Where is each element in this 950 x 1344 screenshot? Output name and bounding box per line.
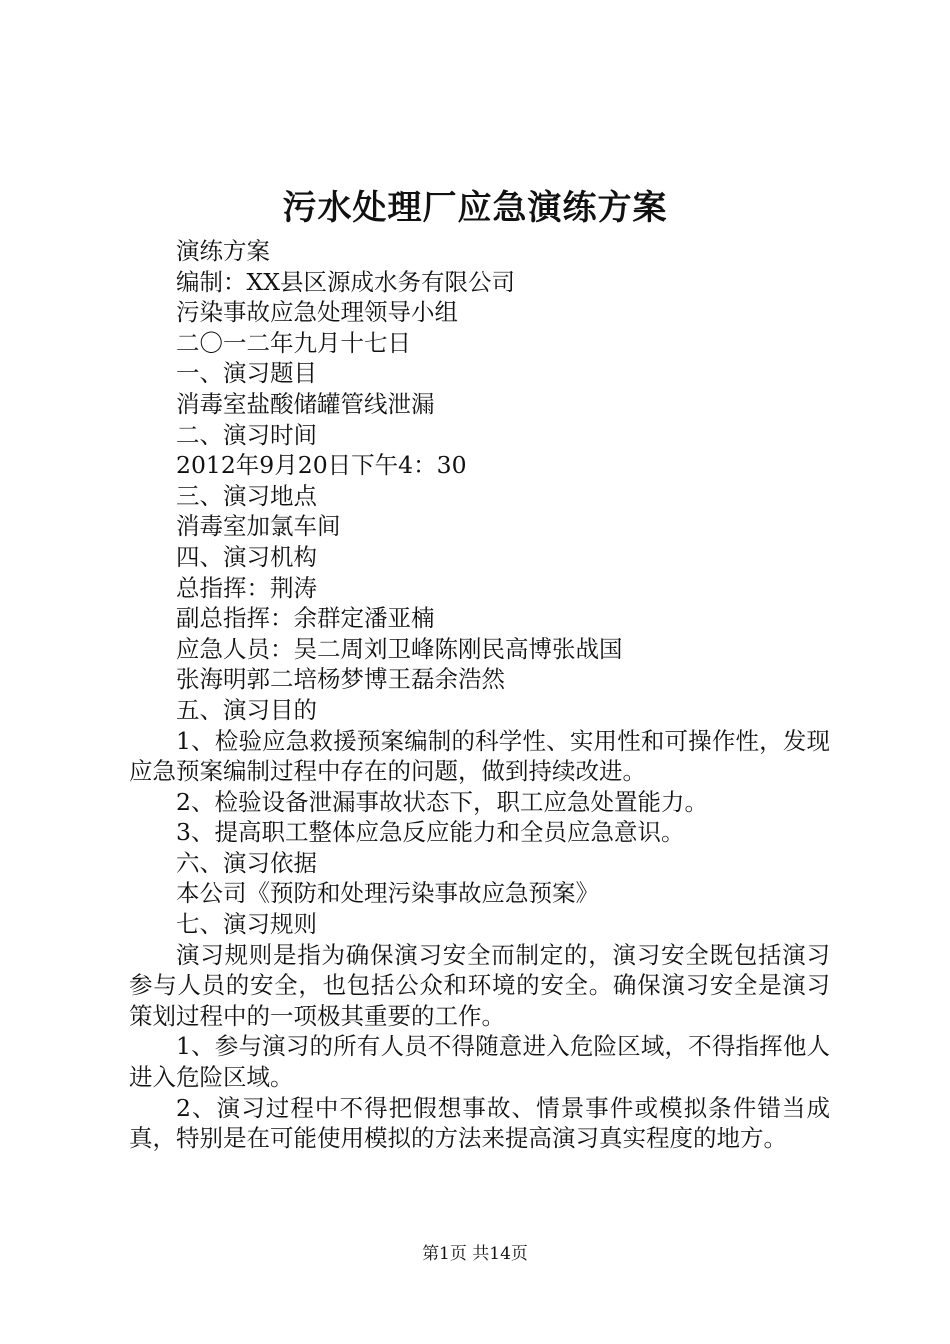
heading-drill-purpose: 五、演习目的 <box>176 695 317 724</box>
paragraph-rule-1: 1、参与演习的所有人员不得随意进入危险区域，不得指挥他人进入危险区域。 <box>129 1032 830 1092</box>
document-title: 污水处理厂应急演练方案 <box>282 188 668 228</box>
document-body <box>129 236 830 1154</box>
paragraph-purpose-2: 2、检验设备泄漏事故状态下，职工应急处置能力。 <box>176 787 708 816</box>
paragraph-purpose-3: 3、提高职工整体应急反应能力和全员应急意识。 <box>176 818 685 847</box>
heading-drill-rules: 七、演习规则 <box>176 910 317 939</box>
heading-drill-topic: 一、演习题目 <box>176 359 317 388</box>
paragraph-emergency-staff-continued: 张海明郭二培杨梦博王磊余浩然 <box>176 665 505 694</box>
paragraph-drill-location: 消毒室加氯车间 <box>176 512 341 541</box>
page-footer: 第1页 共14页 <box>422 1244 528 1264</box>
heading-drill-location: 三、演习地点 <box>176 481 317 510</box>
paragraph-compiled-by: 编制：XX县区源成水务有限公司 <box>176 267 515 296</box>
paragraph-rule-2: 2、演习过程中不得把假想事故、情景事件或模拟条件错当成真，特别是在可能使用模拟的方法来提高演习真实程度的地方。 <box>129 1093 830 1153</box>
paragraph-commander: 总指挥：荆涛 <box>176 573 317 602</box>
paragraph-leading-group: 污染事故应急处理领导小组 <box>176 298 458 327</box>
paragraph-drill-topic: 消毒室盐酸储罐管线泄漏 <box>176 389 435 418</box>
paragraph-purpose-1: 1、检验应急救援预案编制的科学性、实用性和可操作性，发现应急预案编制过程中存在的问题，做到持续改进。 <box>129 726 830 786</box>
paragraph-deputy-commander: 副总指挥：余群定潘亚楠 <box>176 604 435 633</box>
paragraph-emergency-staff: 应急人员：吴二周刘卫峰陈刚民高博张战国 <box>176 634 623 663</box>
heading-drill-time: 二、演习时间 <box>176 420 317 449</box>
paragraph-drill-basis: 本公司《预防和处理污染事故应急预案》 <box>176 879 599 908</box>
paragraph-drill-plan: 演练方案 <box>176 237 270 265</box>
paragraph-date: 二〇一二年九月十七日 <box>176 328 411 357</box>
heading-drill-organization: 四、演习机构 <box>176 542 317 571</box>
paragraph-drill-time: 2012年9月20日下午4：30 <box>176 451 467 480</box>
paragraph-rules-intro: 演习规则是指为确保演习安全而制定的，演习安全既包括演习参与人员的安全，也包括公众和环境的安全。确保演习安全是演习策划过程中的一项极其重要的工作。 <box>129 940 830 1030</box>
heading-drill-basis: 六、演习依据 <box>176 848 317 877</box>
